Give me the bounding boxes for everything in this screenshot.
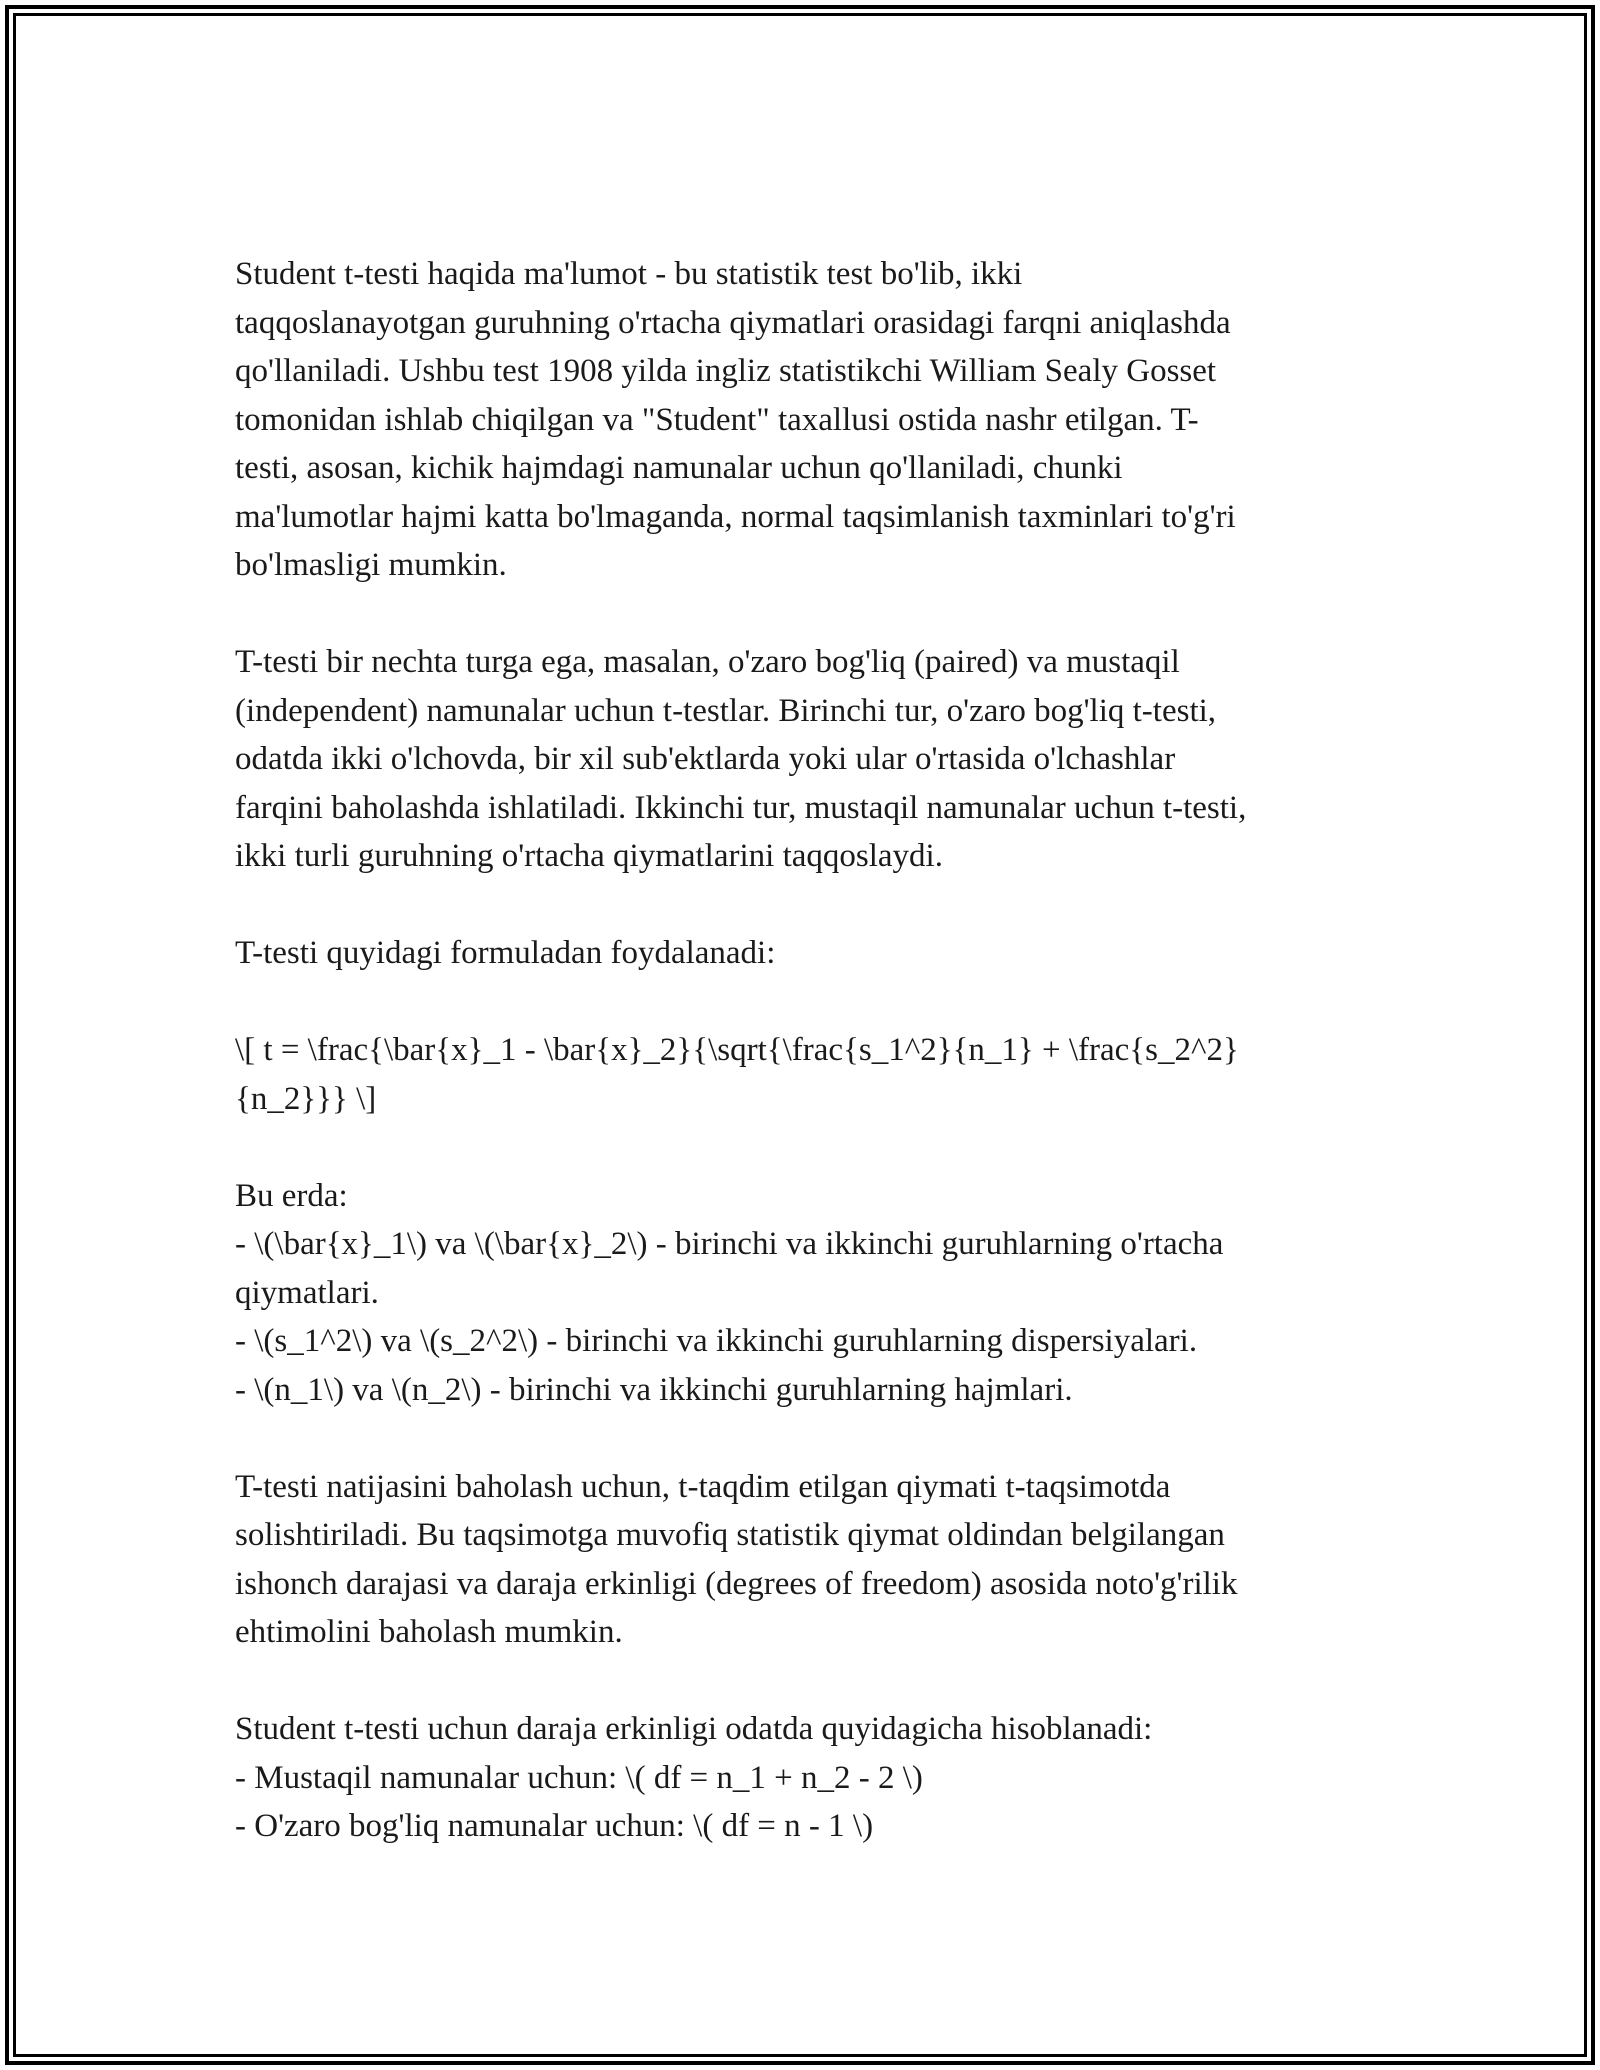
text-line: ehtimolini baholash mumkin.	[235, 1614, 623, 1650]
text-line: Student t-testi uchun daraja erkinligi odatda quyidagicha hisoblanadi:	[235, 1711, 1153, 1747]
text-line: Student t-testi haqida ma'lumot - bu statistik test bo'lib, ikki	[235, 256, 1023, 292]
text-line: ikki turli guruhning o'rtacha qiymatlarini taqqoslaydi.	[235, 838, 943, 874]
formula-line: \[ t = \frac{\bar{x}_1 - \bar{x}_2}{\sqrt{\frac{s_1^2}{n_1} + \frac{s_2^2}	[235, 1032, 1239, 1068]
text-line: Bu erda:	[235, 1177, 348, 1214]
paragraph-degrees-of-freedom	[235, 1705, 1365, 1851]
text-line: farqini baholashda ishlatiladi. Ikkinchi tur, mustaqil namunalar uchun t-testi,	[235, 789, 1247, 826]
list-item: - O'zaro bog'liq namunalar uchun: \( df = n - 1 \)	[235, 1808, 874, 1844]
text-line: taqqoslanayotgan guruhning o'rtacha qiymatlari orasidagi farqni aniqlashda	[235, 304, 1231, 341]
paragraph-intro	[235, 250, 1365, 590]
text-line: tomonidan ishlab chiqilgan va "Student" taxallusi ostida nashr etilgan. T-	[235, 401, 1199, 438]
list-item: - \(n_1\) va \(n_2\) - birinchi va ikkinchi guruhlarning hajmlari.	[235, 1371, 1073, 1408]
text-line: T-testi quyidagi formuladan foydalanadi:	[235, 935, 776, 971]
paragraph-definitions	[235, 1172, 1365, 1415]
text-line: solishtiriladi. Bu taqsimotga muvofiq statistik qiymat oldindan belgilangan	[235, 1517, 1225, 1553]
text-line: T-testi bir nechta turga ega, masalan, o'zaro bog'liq (paired) va mustaqil	[235, 644, 1180, 680]
text-line: qo'llaniladi. Ushbu test 1908 yilda ingliz statistikchi William Sealy Gosset	[235, 353, 1217, 389]
paragraph-evaluation	[235, 1463, 1365, 1657]
list-item: - \(s_1^2\) va \(s_2^2\) - birinchi va ikkinchi guruhlarning dispersiyalari.	[235, 1323, 1198, 1359]
document-body	[235, 250, 1365, 1851]
text-line: testi, asosan, kichik hajmdagi namunalar uchun qo'llaniladi, chunki	[235, 450, 1123, 486]
paragraph-formula	[235, 1026, 1365, 1123]
text-line: bo'lmasligi mumkin.	[235, 547, 507, 583]
text-line: (independent) namunalar uchun t-testlar. Birinchi tur, o'zaro bog'liq t-testi,	[235, 692, 1217, 729]
formula-line: {n_2}}} \]	[235, 1080, 377, 1117]
list-item: - \(\bar{x}_1\) va \(\bar{x}_2\) - birinchi va ikkinchi guruhlarning o'rtacha	[235, 1226, 1224, 1262]
text-line: ishonch darajasi va daraja erkinligi (degrees of freedom) asosida noto'g'rilik	[235, 1565, 1238, 1602]
text-line: ma'lumotlar hajmi katta bo'lmaganda, normal taqsimlanish taxminlari to'g'ri	[235, 498, 1236, 535]
text-line: qiymatlari.	[235, 1274, 379, 1311]
paragraph-types	[235, 638, 1365, 881]
text-line: T-testi natijasini baholash uchun, t-taqdim etilgan qiymati t-taqsimotda	[235, 1468, 1171, 1505]
list-item: - Mustaqil namunalar uchun: \( df = n_1 + n_2 - 2 \)	[235, 1759, 923, 1796]
paragraph-formula-intro	[235, 929, 1365, 978]
text-line: odatda ikki o'lchovda, bir xil sub'ektlarda yoki ular o'rtasida o'lchashlar	[235, 741, 1176, 777]
